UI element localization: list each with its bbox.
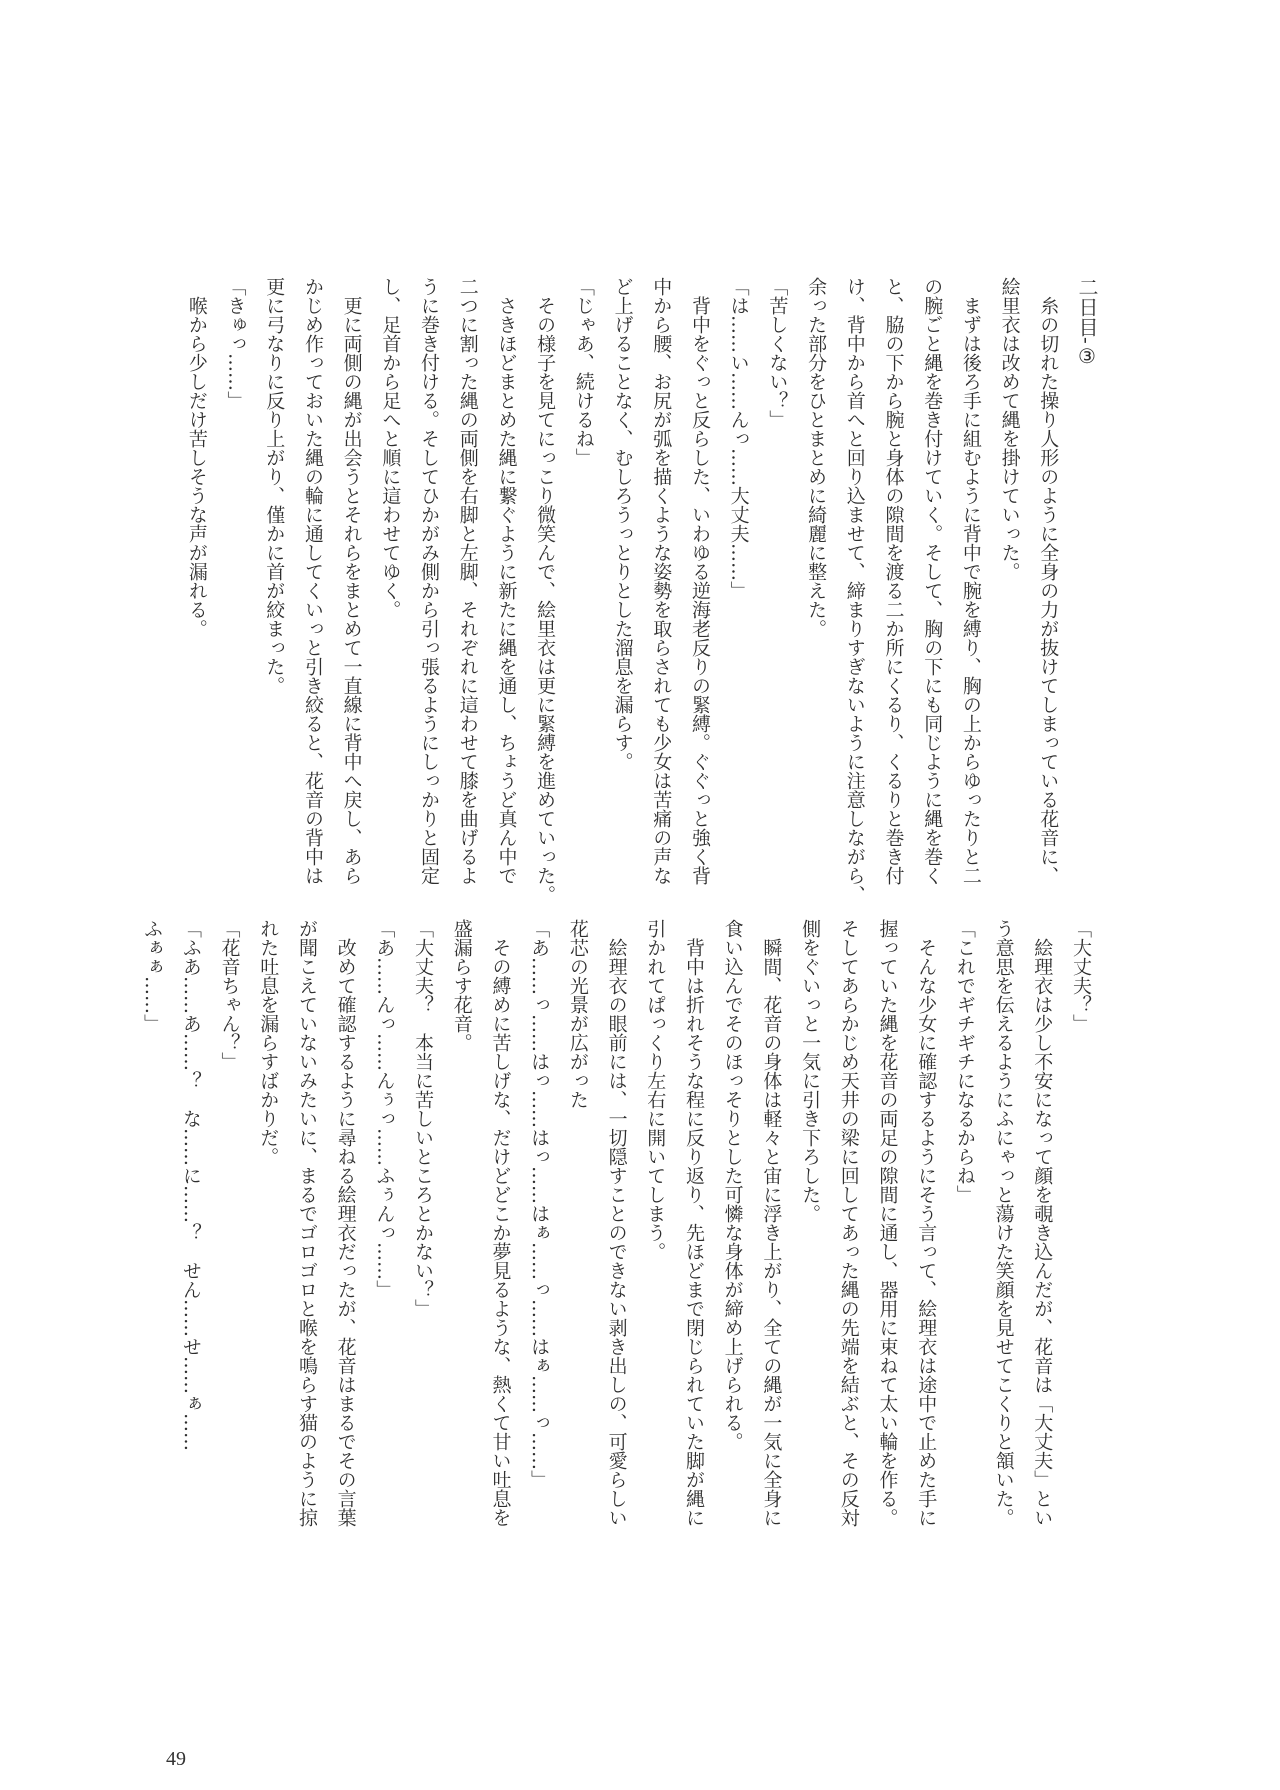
text-line: 盛漏らす花音。: [450, 919, 473, 1052]
text-line: 背中をぐっと反らした、いわゆる逆海老反りの緊縛。ぐぐっと強く背: [688, 296, 711, 885]
text-line: 「は……い……んっ……大丈夫……」: [727, 277, 750, 600]
text-line: 「きゅっ……」: [224, 277, 247, 410]
text-line: 「あ……んっ……んぅっ……ふぅんっ……」: [373, 919, 396, 1299]
text-line: と、脇の下から腕と身体の隙間を渡る二か所にくるり、くるりと巻き付: [882, 277, 905, 885]
text-line: 絵理衣の眼前には、一切隠すことのできない剥き出しの、可愛らしい: [605, 938, 628, 1527]
text-line: 「これでギチギチになるからね」: [953, 919, 976, 1204]
text-line: ど上げることなく、むしろうっとりとした溜息を漏らす。: [611, 277, 634, 771]
text-line: 喉から少しだけ苦しそうな声が漏れる。: [185, 296, 208, 638]
text-line: かじめ作っておいた縄の輪に通してくいっと引き絞ると、花音の背中は: [301, 277, 324, 885]
text-line: 「大丈夫？ 本当に苦しいところとかない？」: [412, 919, 435, 1318]
text-line: 絵里衣は改めて縄を掛けていった。: [998, 277, 1021, 581]
text-line: 「あ……っ……はっ……はっ……はぁ……っ……はぁ……っ……」: [528, 919, 551, 1489]
text-line: まずは後ろ手に組むように背中で腕を縛り、胸の上からゆったりと二: [959, 296, 982, 885]
text-line: 瞬間、花音の身体は軽々と宙に浮き上がり、全ての縄が一気に全身に: [760, 938, 783, 1527]
text-block-upper: [177, 277, 1106, 936]
text-line: その縛めに苦しげな、だけどどこか夢見るような、熱くて甘い吐息を: [489, 938, 512, 1527]
text-line: 花芯の光景が広がった: [566, 919, 589, 1109]
text-line: の腕ごと縄を巻き付けていく。そして、胸の下にも同じように縄を巻く: [921, 277, 944, 885]
text-line: け、背中から首へと回り込ませて、締まりすぎないように注意しながら、: [843, 277, 866, 904]
text-line: そしてあらかじめ天井の梁に回してあった縄の先端を結ぶと、その反対: [837, 919, 860, 1527]
text-line: 「じゃあ、続けるね」: [572, 277, 595, 467]
text-line: そんな少女に確認するようにそう言って、絵理衣は途中で止めた手に: [915, 938, 938, 1527]
text-line: 握っていた縄を花音の両足の隙間に通し、器用に束ねて太い輪を作る。: [876, 919, 899, 1527]
text-line: 絵理衣は少し不安になって顔を覗き込んだが、花音は「大丈夫」とい: [1031, 938, 1054, 1527]
text-line: 食い込んでそのほっそりとした可憐な身体が締め上げられる。: [721, 919, 744, 1451]
text-line: 糸の切れた操り人形のように全身の力が抜けてしまっている花音に、: [1037, 296, 1060, 885]
page-number: 49: [166, 1748, 186, 1770]
text-line: 更に両側の縄が出会うとそれらをまとめて一直線に背中へ戻し、あら: [340, 296, 363, 885]
text-line: 余った部分をひとまとめに綺麗に整えた。: [805, 277, 828, 638]
text-line: 「苦しくない？」: [766, 277, 789, 429]
text-line: 側をぐいっと一気に引き下ろした。: [799, 919, 822, 1223]
text-line: 中から腰、お尻が弧を描くような姿勢を取らされても少女は苦痛の声な: [650, 277, 673, 885]
text-line: れた吐息を漏らすばかりだ。: [257, 919, 280, 1166]
text-line: 引かれてぱっくり左右に開いてしまう。: [644, 919, 667, 1261]
text-line: うに巻き付ける。そしてひかがみ側から引っ張るようにしっかりと固定: [418, 277, 441, 885]
text-line: 更に弓なりに反り上がり、僅かに首が絞まった。: [263, 277, 286, 695]
text-line: 二つに割った縄の両側を右脚と左脚、それぞれに這わせて膝を曲げるよ: [456, 277, 479, 885]
text-line: 「大丈夫？」: [1070, 919, 1092, 1033]
text-line: し、足首から足へと順に這わせてゆく。: [379, 277, 402, 619]
text-line: さきほどまとめた縄に繋ぐように新たに縄を通し、ちょうど真ん中で: [495, 296, 518, 885]
text-line: 背中は折れそうな程に反り返り、先ほどまで閉じられていた脚が縄に: [682, 938, 705, 1527]
text-line: その様子を見てにっこり微笑んで、絵里衣は更に緊縛を進めていった。: [534, 296, 557, 904]
text-block-lower: [132, 919, 1100, 1578]
text-line: 「花音ちゃん？」: [218, 919, 241, 1071]
text-line: ふぁぁ……」: [141, 919, 164, 1033]
chapter-title: 二日目-③: [1075, 277, 1099, 368]
text-line: 「ふあ……あ……？ な……に……？ せん……せ……ぁ……: [179, 919, 202, 1451]
text-line: 改めて確認するように尋ねる絵理衣だったが、花音はまるでその言葉: [334, 938, 357, 1527]
text-line: う意思を伝えるようにふにゃっと蕩けた笑顔を見せてこくりと頷いた。: [992, 919, 1015, 1527]
text-line: が聞こえていないみたいに、まるでゴロゴロと喉を鳴らす猫のように掠: [295, 919, 318, 1527]
